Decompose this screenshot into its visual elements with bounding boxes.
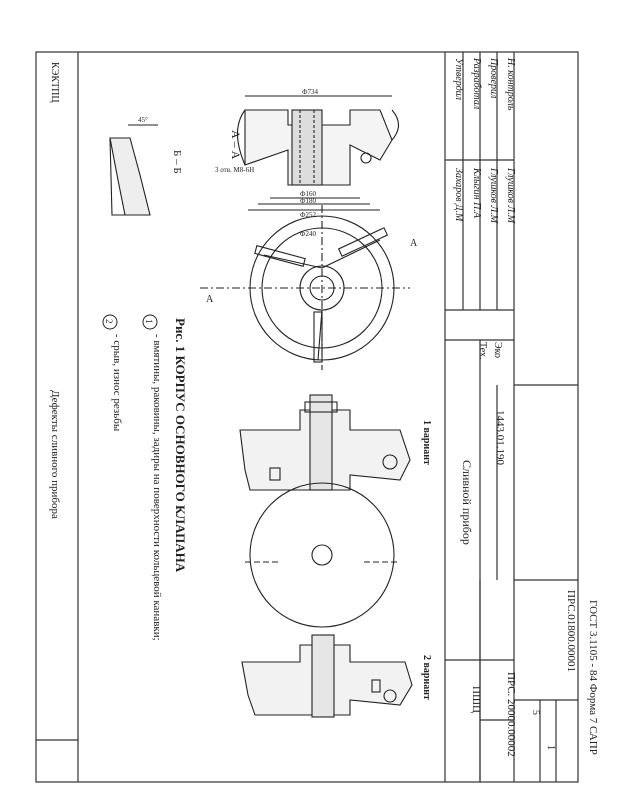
variant1-label: 1 вариант — [421, 420, 432, 465]
doc-type: ПШЦ — [470, 686, 482, 713]
doc-code: ПРС.01800.00001 — [565, 590, 577, 673]
variant2-label: 2 вариант — [421, 655, 432, 700]
product-code: 1443.01.190 — [494, 410, 506, 465]
doc-code-2: ПРС. 20000.00002 — [505, 672, 517, 757]
product-name: Сливной прибор — [460, 460, 474, 545]
approval-name-2: Клыгин П.А — [471, 168, 482, 218]
defect2-num: 2 — [104, 319, 114, 324]
approval-role-4: Н. контроль — [505, 58, 516, 111]
figure-caption: Рис. 1 КОРПУС ОСНОВНОГО КЛАПАНА — [173, 318, 188, 573]
dim-734: Ф734 — [302, 88, 319, 96]
approval-role-2: Разработал — [471, 58, 482, 110]
approval-name-1: Захаров Д.М — [453, 168, 464, 222]
tex-label: Тех. — [477, 342, 488, 360]
standard-form: ГОСТ 3.1105 - 84 Форма 7 САПР — [587, 600, 599, 755]
approval-role-1: Утвердил — [453, 58, 464, 101]
company-label: КЭКТПЦ — [49, 62, 60, 103]
dim-240: Ф240 — [300, 230, 317, 238]
section-aa-label: А – А — [229, 130, 243, 160]
marker-a-top: А — [410, 238, 418, 249]
defect1-text: - вмятины, раковины, задиры на поверхности кольцевой канавки; — [151, 334, 163, 641]
eko-label: Эко — [492, 342, 503, 358]
footer-title: Дефекты сливного прибора — [49, 390, 61, 519]
defect2-text: - срыв, износ резьбы — [111, 334, 123, 432]
dim-252: Ф252 — [300, 211, 317, 219]
sheet-number: 5 — [530, 710, 541, 715]
dim-160: Ф160 — [300, 190, 317, 198]
approval-name-4: Глушков Л.М — [505, 168, 516, 224]
dim-180: Ф180 — [300, 197, 317, 205]
section-bb-label: Б – Б — [171, 150, 183, 174]
dim-holes: 3 отв. М8-6Н — [215, 166, 255, 174]
sheets-count: 1 — [545, 745, 556, 750]
defect1-num: 1 — [144, 319, 154, 324]
marker-a-bottom: А — [206, 294, 214, 305]
approval-role-3: Проверил — [488, 58, 499, 99]
approval-name-3: Глушков Л.М — [488, 168, 499, 224]
dim-45: 45° — [138, 116, 148, 124]
